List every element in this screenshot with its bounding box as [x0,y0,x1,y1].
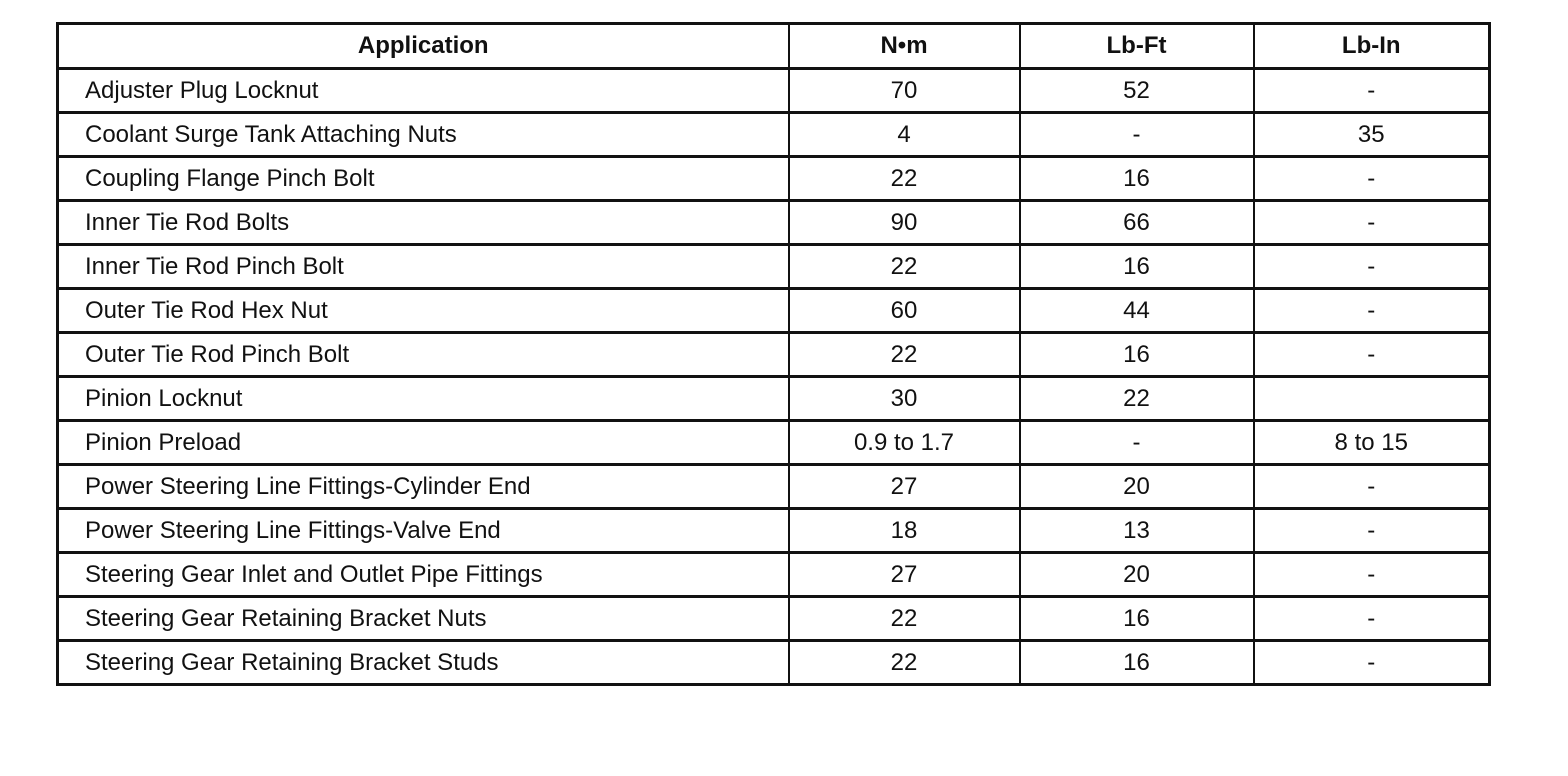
cell-nm: 22 [789,157,1020,201]
cell-nm: 22 [789,245,1020,289]
table-row [58,421,1490,465]
cell-lbft: - [1020,113,1254,157]
header-lbin: Lb-In [1254,24,1490,69]
table-row [58,377,1490,421]
cell-lbft: 16 [1020,597,1254,641]
cell-lbin [1254,377,1490,421]
cell-lbin: - [1254,333,1490,377]
cell-lbin: - [1254,641,1490,685]
cell-nm: 4 [789,113,1020,157]
cell-application: Steering Gear Retaining Bracket Nuts [58,597,789,641]
cell-lbft: 16 [1020,245,1254,289]
cell-lbft: 22 [1020,377,1254,421]
table-row [58,289,1490,333]
cell-nm: 27 [789,465,1020,509]
table-row [58,553,1490,597]
cell-lbin: - [1254,69,1490,113]
cell-application: Power Steering Line Fittings-Cylinder End [58,465,789,509]
cell-nm: 90 [789,201,1020,245]
cell-lbft: 16 [1020,641,1254,685]
cell-application: Coolant Surge Tank Attaching Nuts [58,113,789,157]
cell-nm: 22 [789,597,1020,641]
header-row [58,24,1490,69]
cell-lbin: 8 to 15 [1254,421,1490,465]
cell-lbft: 13 [1020,509,1254,553]
cell-lbin: - [1254,509,1490,553]
cell-lbft: 20 [1020,553,1254,597]
cell-lbft: 52 [1020,69,1254,113]
table-row [58,465,1490,509]
cell-lbft: - [1020,421,1254,465]
cell-lbft: 16 [1020,157,1254,201]
cell-lbin: - [1254,465,1490,509]
table-row [58,157,1490,201]
cell-lbin: - [1254,553,1490,597]
table-row [58,245,1490,289]
cell-application: Steering Gear Inlet and Outlet Pipe Fittings [58,553,789,597]
cell-application: Adjuster Plug Locknut [58,69,789,113]
torque-spec-table [56,22,1491,686]
table-row [58,333,1490,377]
cell-application: Steering Gear Retaining Bracket Studs [58,641,789,685]
cell-lbin: - [1254,289,1490,333]
cell-lbft: 66 [1020,201,1254,245]
header-lbft: Lb-Ft [1020,24,1254,69]
cell-nm: 18 [789,509,1020,553]
table-row [58,641,1490,685]
cell-lbin: - [1254,157,1490,201]
cell-nm: 0.9 to 1.7 [789,421,1020,465]
cell-lbin: - [1254,201,1490,245]
cell-application: Pinion Preload [58,421,789,465]
cell-lbin: 35 [1254,113,1490,157]
header-nm: N•m [789,24,1020,69]
cell-application: Pinion Locknut [58,377,789,421]
cell-application: Power Steering Line Fittings-Valve End [58,509,789,553]
cell-nm: 22 [789,641,1020,685]
cell-lbft: 16 [1020,333,1254,377]
header-application: Application [58,24,789,69]
cell-lbin: - [1254,245,1490,289]
table-row [58,201,1490,245]
cell-nm: 60 [789,289,1020,333]
cell-lbin: - [1254,597,1490,641]
table-row [58,509,1490,553]
cell-lbft: 44 [1020,289,1254,333]
table-row [58,69,1490,113]
cell-application: Coupling Flange Pinch Bolt [58,157,789,201]
cell-nm: 22 [789,333,1020,377]
cell-application: Outer Tie Rod Pinch Bolt [58,333,789,377]
cell-application: Outer Tie Rod Hex Nut [58,289,789,333]
cell-application: Inner Tie Rod Bolts [58,201,789,245]
cell-nm: 30 [789,377,1020,421]
cell-nm: 70 [789,69,1020,113]
cell-nm: 27 [789,553,1020,597]
cell-lbft: 20 [1020,465,1254,509]
cell-application: Inner Tie Rod Pinch Bolt [58,245,789,289]
table-row [58,597,1490,641]
table-row [58,113,1490,157]
